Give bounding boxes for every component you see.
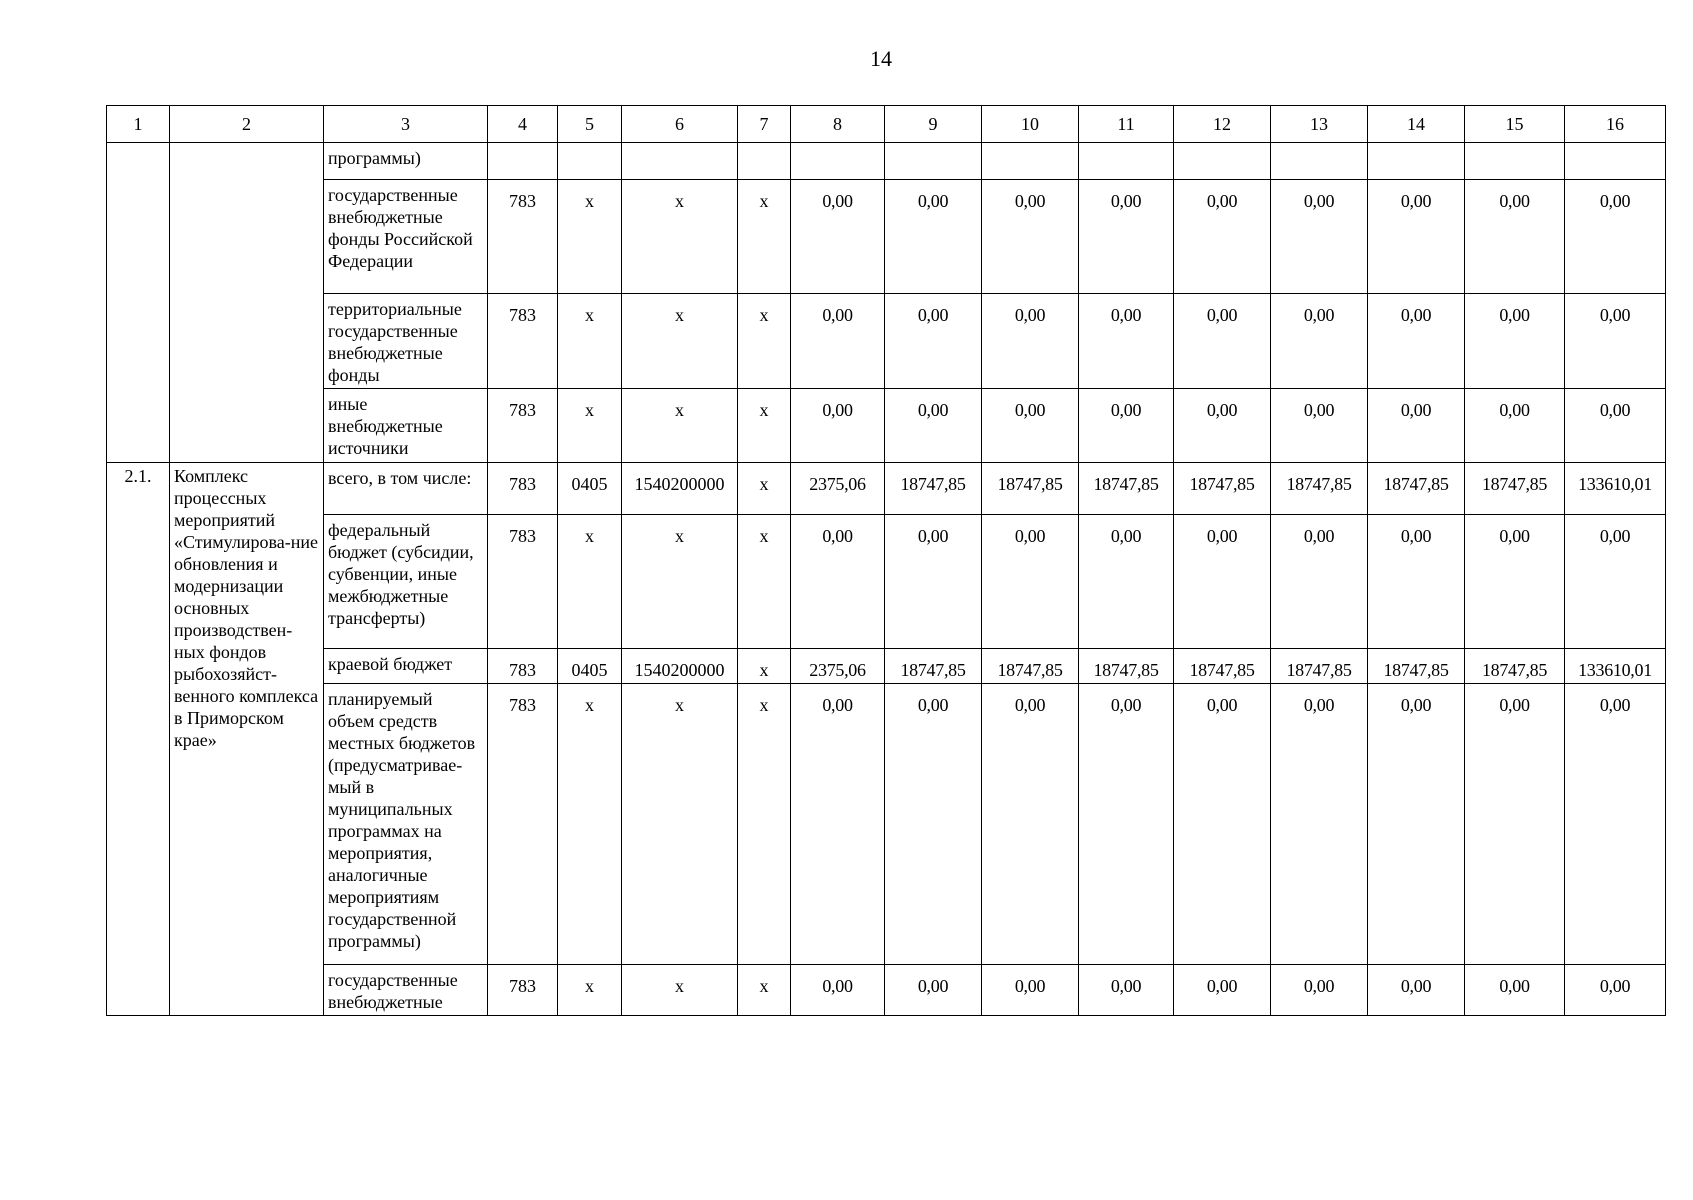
cell-col9: 0,00: [885, 515, 982, 649]
cell-col15: 0,00: [1465, 965, 1565, 1016]
cell-col5: x: [558, 684, 622, 965]
column-header-3: 3: [324, 106, 488, 143]
header-row: [107, 106, 1666, 143]
column-header-12: 12: [1174, 106, 1271, 143]
cell-col10: 0,00: [982, 684, 1079, 965]
cell-col13: 0,00: [1271, 294, 1368, 389]
cell-col15: 0,00: [1465, 389, 1565, 463]
cell-col8: 0,00: [791, 180, 885, 294]
cell-col14: 0,00: [1368, 965, 1465, 1016]
cell-col16: 0,00: [1565, 180, 1666, 294]
row-label: федеральный бюджет (субсидии, субвенции, иные межбюджетные трансферты): [324, 515, 488, 649]
cell-col14: 0,00: [1368, 684, 1465, 965]
cell-col11: [1079, 143, 1174, 180]
table-row: [107, 965, 1666, 1016]
table-row: [107, 463, 1666, 515]
row-label: программы): [324, 143, 488, 180]
cell-col5: 0405: [558, 649, 622, 684]
cell-col16: 133610,01: [1565, 649, 1666, 684]
cell-col12: [1174, 143, 1271, 180]
cell-col11: 0,00: [1079, 180, 1174, 294]
cell-col13: 0,00: [1271, 389, 1368, 463]
cell-col5: 0405: [558, 463, 622, 515]
row-title-cell: [170, 143, 324, 463]
row-label: краевой бюджет: [324, 649, 488, 684]
cell-col7: x: [738, 463, 791, 515]
cell-col8: 0,00: [791, 515, 885, 649]
cell-col10: 18747,85: [982, 463, 1079, 515]
cell-col9: 0,00: [885, 389, 982, 463]
cell-col9: 0,00: [885, 684, 982, 965]
table-row: [107, 143, 1666, 180]
cell-col14: 18747,85: [1368, 649, 1465, 684]
row-label: государственные внебюджетные: [324, 965, 488, 1016]
column-header-14: 14: [1368, 106, 1465, 143]
cell-col4: 783: [488, 463, 558, 515]
cell-col13: 18747,85: [1271, 463, 1368, 515]
cell-col8: 0,00: [791, 389, 885, 463]
cell-col12: 0,00: [1174, 294, 1271, 389]
column-header-1: 1: [107, 106, 170, 143]
budget-table: [106, 105, 1666, 1016]
cell-col4: 783: [488, 684, 558, 965]
table-body: [107, 106, 1666, 1016]
cell-col14: [1368, 143, 1465, 180]
cell-col7: x: [738, 965, 791, 1016]
cell-col16: 0,00: [1565, 294, 1666, 389]
table-row: [107, 684, 1666, 965]
cell-col15: 18747,85: [1465, 463, 1565, 515]
cell-col13: 18747,85: [1271, 649, 1368, 684]
cell-col13: 0,00: [1271, 515, 1368, 649]
cell-col12: 18747,85: [1174, 649, 1271, 684]
cell-col7: [738, 143, 791, 180]
cell-col10: 0,00: [982, 965, 1079, 1016]
cell-col10: 0,00: [982, 515, 1079, 649]
cell-col9: [885, 143, 982, 180]
cell-col8: 0,00: [791, 684, 885, 965]
row-number-cell: [107, 143, 170, 463]
cell-col7: x: [738, 649, 791, 684]
cell-col6: x: [622, 389, 738, 463]
cell-col11: 0,00: [1079, 684, 1174, 965]
table-row: [107, 389, 1666, 463]
cell-col7: x: [738, 294, 791, 389]
cell-col12: 0,00: [1174, 389, 1271, 463]
cell-col6: 1540200000: [622, 463, 738, 515]
column-header-13: 13: [1271, 106, 1368, 143]
table-row: [107, 180, 1666, 294]
cell-col4: 783: [488, 389, 558, 463]
cell-col11: 0,00: [1079, 294, 1174, 389]
cell-col15: 18747,85: [1465, 649, 1565, 684]
column-header-10: 10: [982, 106, 1079, 143]
cell-col4: 783: [488, 965, 558, 1016]
cell-col11: 18747,85: [1079, 649, 1174, 684]
row-number: 2.1.: [107, 463, 170, 1016]
cell-col9: 18747,85: [885, 463, 982, 515]
cell-col13: 0,00: [1271, 684, 1368, 965]
row-label: государственные внебюджетные фонды Российской Федерации: [324, 180, 488, 294]
cell-col9: 18747,85: [885, 649, 982, 684]
cell-col7: x: [738, 684, 791, 965]
cell-col12: 0,00: [1174, 180, 1271, 294]
cell-col6: 1540200000: [622, 649, 738, 684]
cell-col5: x: [558, 180, 622, 294]
cell-col4: 783: [488, 515, 558, 649]
row-label: территориальные государственные внебюджетные фонды: [324, 294, 488, 389]
cell-col12: 0,00: [1174, 684, 1271, 965]
cell-col6: x: [622, 180, 738, 294]
cell-col7: x: [738, 180, 791, 294]
column-header-15: 15: [1465, 106, 1565, 143]
column-header-6: 6: [622, 106, 738, 143]
cell-col4: 783: [488, 294, 558, 389]
column-header-9: 9: [885, 106, 982, 143]
cell-col16: 0,00: [1565, 515, 1666, 649]
cell-col15: 0,00: [1465, 684, 1565, 965]
cell-col16: 133610,01: [1565, 463, 1666, 515]
cell-col14: 0,00: [1368, 515, 1465, 649]
cell-col5: [558, 143, 622, 180]
cell-col10: 0,00: [982, 389, 1079, 463]
row-label: планируемый объем средств местных бюджетов (предусматривае-мый в муниципальных программах на мероприятия, аналогичные мероприятиям государственной программы): [324, 684, 488, 965]
column-header-16: 16: [1565, 106, 1666, 143]
cell-col16: 0,00: [1565, 684, 1666, 965]
cell-col14: 18747,85: [1368, 463, 1465, 515]
cell-col15: 0,00: [1465, 515, 1565, 649]
column-header-11: 11: [1079, 106, 1174, 143]
cell-col9: 0,00: [885, 180, 982, 294]
row-title: Комплекс процессных мероприятий «Стимулирова-ние обновления и модернизации основных производствен-ных фондов рыбохозяйст-венного комплекса в Приморском крае»: [170, 463, 324, 1016]
column-header-4: 4: [488, 106, 558, 143]
cell-col9: 0,00: [885, 294, 982, 389]
cell-col8: 2375,06: [791, 463, 885, 515]
page-number: 14: [870, 46, 892, 71]
cell-col15: [1465, 143, 1565, 180]
cell-col13: [1271, 143, 1368, 180]
cell-col16: 0,00: [1565, 965, 1666, 1016]
cell-col10: 0,00: [982, 294, 1079, 389]
cell-col5: x: [558, 515, 622, 649]
cell-col16: [1565, 143, 1666, 180]
cell-col13: 0,00: [1271, 180, 1368, 294]
cell-col5: x: [558, 389, 622, 463]
row-label: иные внебюджетные источники: [324, 389, 488, 463]
cell-col6: x: [622, 294, 738, 389]
cell-col7: x: [738, 389, 791, 463]
cell-col4: 783: [488, 649, 558, 684]
cell-col6: x: [622, 515, 738, 649]
column-header-8: 8: [791, 106, 885, 143]
cell-col4: [488, 143, 558, 180]
cell-col15: 0,00: [1465, 294, 1565, 389]
cell-col14: 0,00: [1368, 389, 1465, 463]
cell-col7: x: [738, 515, 791, 649]
cell-col14: 0,00: [1368, 294, 1465, 389]
cell-col15: 0,00: [1465, 180, 1565, 294]
cell-col6: x: [622, 965, 738, 1016]
cell-col14: 0,00: [1368, 180, 1465, 294]
cell-col4: 783: [488, 180, 558, 294]
cell-col5: x: [558, 965, 622, 1016]
table-row: [107, 515, 1666, 649]
cell-col11: 0,00: [1079, 965, 1174, 1016]
cell-col11: 0,00: [1079, 389, 1174, 463]
cell-col6: x: [622, 684, 738, 965]
cell-col5: x: [558, 294, 622, 389]
cell-col10: 18747,85: [982, 649, 1079, 684]
table-row: [107, 649, 1666, 684]
row-label: всего, в том числе:: [324, 463, 488, 515]
cell-col9: 0,00: [885, 965, 982, 1016]
cell-col11: 0,00: [1079, 515, 1174, 649]
column-header-2: 2: [170, 106, 324, 143]
cell-col13: 0,00: [1271, 965, 1368, 1016]
cell-col11: 18747,85: [1079, 463, 1174, 515]
cell-col8: [791, 143, 885, 180]
cell-col8: 2375,06: [791, 649, 885, 684]
cell-col12: 0,00: [1174, 515, 1271, 649]
column-header-5: 5: [558, 106, 622, 143]
table-row: [107, 294, 1666, 389]
cell-col8: 0,00: [791, 294, 885, 389]
cell-col16: 0,00: [1565, 389, 1666, 463]
cell-col8: 0,00: [791, 965, 885, 1016]
cell-col10: [982, 143, 1079, 180]
cell-col10: 0,00: [982, 180, 1079, 294]
cell-col12: 18747,85: [1174, 463, 1271, 515]
column-header-7: 7: [738, 106, 791, 143]
cell-col6: [622, 143, 738, 180]
cell-col12: 0,00: [1174, 965, 1271, 1016]
